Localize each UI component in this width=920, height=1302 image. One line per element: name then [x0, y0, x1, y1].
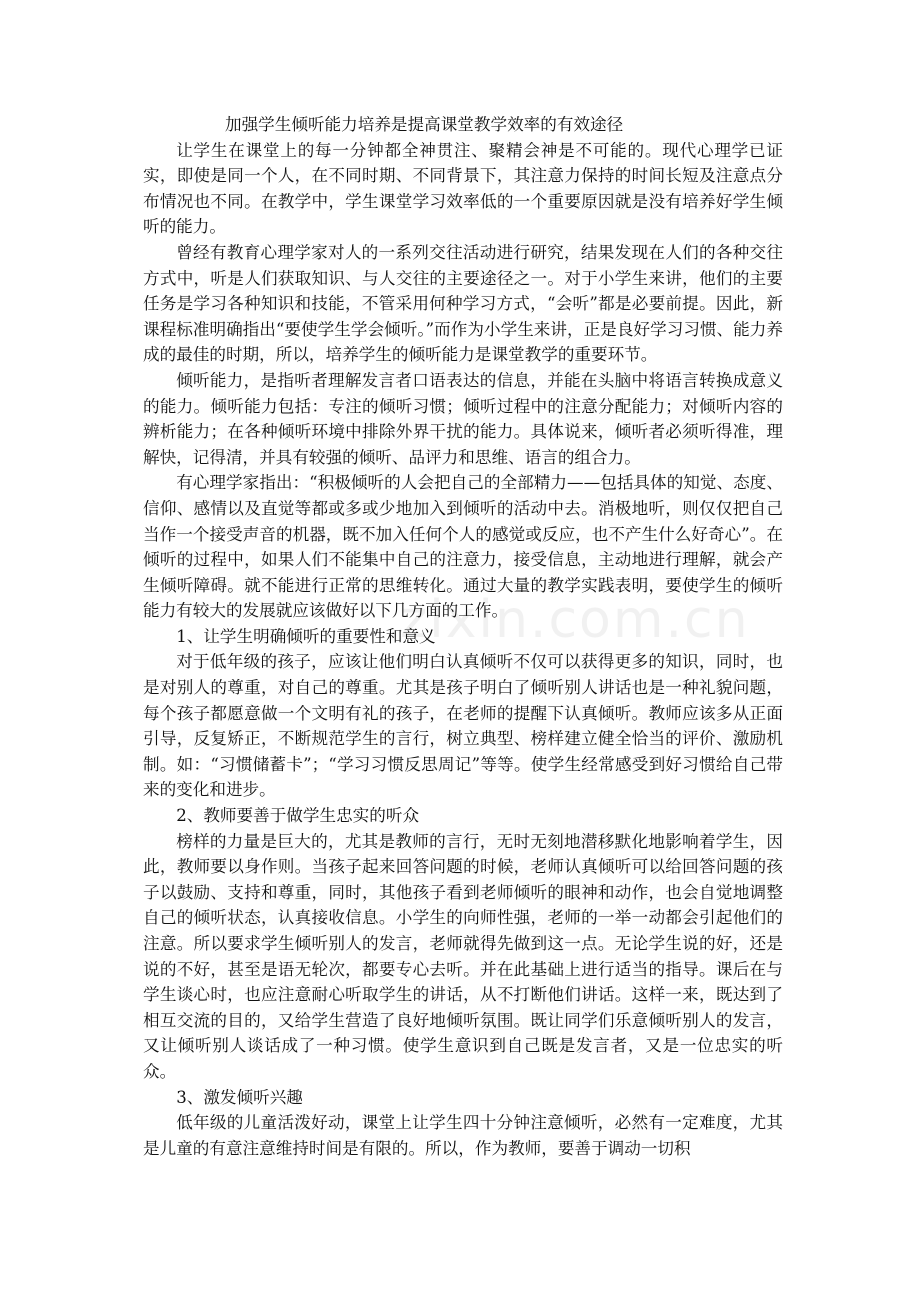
paragraph: 有心理学家指出：“积极倾听的人会把自己的全部精力——包括具体的知觉、态度、信仰、感情以及直觉等都或多或少地加入到倾听的活动中去。消极地听，则仅仅把自己当作一个接受声音的机器，既不加入任何个人的感觉或反应，也不产生什么好奇心”。在倾听的过程中，如果人们不能集中自己的注意力，接受信息，主动地进行理解，就会产生倾听障碍。就不能进行正常的思维转化。通过大量的教学实践表明，要使学生的倾听能力有较大的发展就应该做好以下几方面的工作。 — [143, 473, 783, 621]
watermark: zixin.com.cn — [400, 590, 750, 650]
paragraph: 让学生在课堂上的每一分钟都全神贯注、聚精会神是不可能的。现代心理学已证实，即使是同一个人，在不同时期、不同背景下，其注意力保持的时间长短及注意点分布情况也不同。在教学中，学生课堂学习效率低的一个重要原因就是没有培养好学生倾听的能力。 — [143, 140, 783, 237]
section-heading: 3、激发倾听兴趣 — [176, 1087, 303, 1107]
document-title: 加强学生倾听能力培养是提高课堂教学效率的有效途径 — [225, 115, 624, 134]
paragraph: 曾经有教育心理学家对人的一系列交往活动进行研究，结果发现在人们的各种交往方式中，听是人们获取知识、与人交往的主要途径之一。对于小学生来讲，他们的主要任务是学习各种知识和技能，不管采用何种学习方式，“会听”都是必要前提。因此，新课程标准明确指出“要使学生学会倾听。”而作为小学生来讲，正是良好学习习惯、能力养成的最佳的时期，所以，培养学生的倾听能力是课堂教学的重要环节。 — [143, 242, 783, 365]
paragraph: 倾听能力，是指听者理解发言者口语表达的信息，并能在头脑中将语言转换成意义的能力。倾听能力包括：专注的倾听习惯；倾听过程中的注意分配能力；对倾听内容的辨析能力；在各种倾听环境中排除外界干扰的能力。具体说来，倾听者必须听得准，理解快，记得清，并具有较强的倾听、品评力和思维、语言的组合力。 — [143, 370, 783, 467]
section-heading: 1、让学生明确倾听的重要性和意义 — [176, 626, 436, 646]
paragraph: 对于低年级的孩子，应该让他们明白认真倾听不仅可以获得更多的知识，同时，也是对别人的尊重，对自己的尊重。尤其是孩子明白了倾听别人讲话也是一种礼貌问题，每个孩子都愿意做一个文明有礼的孩子，在老师的提醒下认真倾听。教师应该多从正面引导，反复矫正，不断规范学生的言行，树立典型、榜样建立健全恰当的评价、激励机制。如：“习惯储蓄卡”；“学习习惯反思周记”等等。使学生经常感受到好习惯给自己带来的变化和进步。 — [143, 652, 783, 800]
document-body — [143, 112, 783, 1161]
paragraph: 低年级的儿童活泼好动，课堂上让学生四十分钟注意倾听，必然有一定难度，尤其是儿童的有意注意维持时间是有限的。所以，作为教师，要善于调动一切积 — [143, 1113, 783, 1158]
paragraph: 榜样的力量是巨大的，尤其是教师的言行，无时无刻地潜移默化地影响着学生，因此，教师要以身作则。当孩子起来回答问题的时候，老师认真倾听可以给回答问题的孩子以鼓励、支持和尊重，同时，其他孩子看到老师倾听的眼神和动作，也会自觉地调整自己的倾听状态，认真接收信息。小学生的向师性强，老师的一举一动都会引起他们的注意。所以要求学生倾听别人的发言，老师就得先做到这一点。无论学生说的好，还是说的不好，甚至是语无轮次，都要专心去听。并在此基础上进行适当的指导。课后在与学生谈心时，也应注意耐心听取学生的讲话，从不打断他们讲话。这样一来，既达到了相互交流的目的，又给学生营造了良好地倾听氛围。既让同学们乐意倾听别人的发言，又让倾听别人谈话成了一种习惯。使学生意识到自己既是发言者，又是一位忠实的听众。 — [143, 831, 783, 1081]
section-heading: 2、教师要善于做学生忠实的听众 — [176, 806, 420, 826]
